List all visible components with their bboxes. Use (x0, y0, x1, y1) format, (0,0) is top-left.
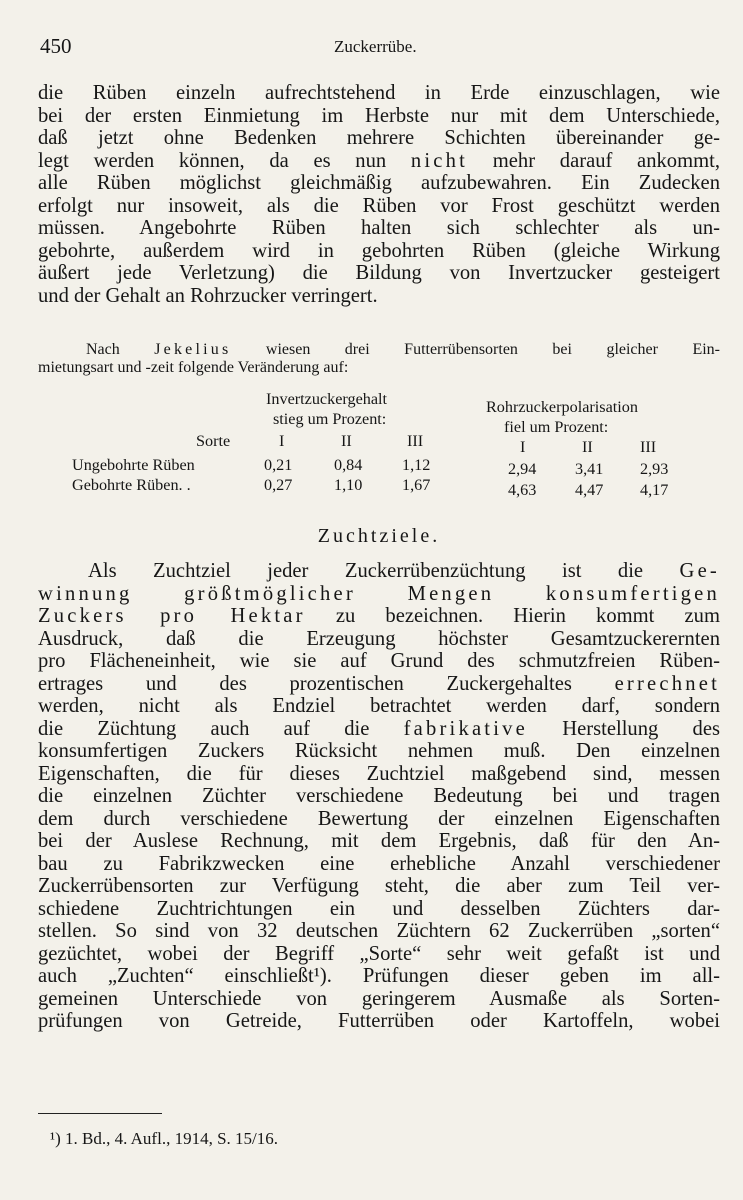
table-cell: 1,67 (402, 476, 431, 494)
table-cell: 4,63 (508, 481, 537, 499)
text-line: ertrages und des prozentischen Zuckergehaltes errechnet (38, 672, 720, 695)
text-line: die Züchtung auch auf die fabrikative Herstellung des (38, 717, 720, 740)
spaced-emphasis: winnung größtmöglicher Mengen konsumfertigen (38, 582, 720, 605)
page-number: 450 (40, 34, 72, 58)
footnote-divider (38, 1113, 162, 1114)
text-line: auch „Zuchten“ einschließt¹). Prüfungen dieser geben im all- (38, 965, 720, 987)
text-line: werden, nicht als Endziel betrachtet werden darf, sondern (38, 695, 720, 717)
table-column-header: III (640, 438, 657, 456)
table-column-header: III (407, 432, 424, 450)
text-line: daß jetzt ohne Bedenken mehrere Schichten übereinander ge- (38, 127, 720, 149)
text-line: pro Flächeneinheit, wie sie auf Grund des schmutzfreien Rüben- (38, 650, 720, 672)
table-column-header: I (520, 438, 526, 456)
text-line: konsumfertigen Zuckers Rücksicht nehmen muß. Den einzelnen (38, 740, 720, 762)
footnote: ¹) 1. Bd., 4. Aufl., 1914, S. 15/16. (50, 1129, 278, 1148)
table-group-header-invert: Invertzuckergehalt (266, 390, 388, 408)
table-cell: 2,93 (640, 460, 669, 478)
table-cell: 0,21 (264, 456, 293, 474)
book-page (38, 0, 720, 1200)
spaced-emphasis: Zuckers pro Hektar (38, 605, 306, 627)
text-line: Zuckers pro Hektar zu bezeichnen. Hierin kommt zum (38, 605, 720, 627)
text-line (38, 583, 720, 606)
spaced-emphasis: Jekelius (154, 341, 232, 358)
running-title: Zuckerrübe. (334, 37, 417, 56)
text-line: gemeinen Unterschiede von geringerem Ausmaße als Sorten- (38, 987, 720, 1010)
text-line: gebohrte, außerdem wird in gebohrten Rüben (gleiche Wirkung (38, 239, 720, 262)
text-line: die einzelnen Züchter verschiedene Bedeutung bei und tragen (38, 785, 720, 807)
paragraph-breeding-goals (38, 560, 720, 1033)
table-column-header: II (582, 438, 593, 456)
spaced-emphasis: errechnet (614, 672, 720, 695)
text-line: gezüchtet, wobei der Begriff „Sorte“ sehr weit gefaßt ist und (38, 942, 720, 965)
table-cell: 0,27 (264, 476, 293, 494)
table-column-header: II (341, 432, 352, 450)
table-row-label-header: Sorte (196, 432, 231, 450)
table-cell: 1,10 (334, 476, 363, 494)
text-line: Eigenschaften, die für dieses Zuchtziel maßgebend sind, messen (38, 762, 720, 785)
paragraph-jekelius (38, 341, 720, 376)
text-line: Zuckerrübensorten zur Verfügung steht, die aber zum Teil ver- (38, 875, 720, 897)
text-line: äußert jede Verletzung) die Bildung von Invertzucker gesteigert (38, 262, 720, 284)
paragraph-storage (38, 82, 720, 307)
table-cell: 2,94 (508, 460, 537, 478)
text-line: schiedene Zuchtrichtungen ein und desselben Züchters dar- (38, 897, 720, 920)
spaced-emphasis: Ge- (679, 560, 720, 582)
text-line: Ausdruck, daß die Erzeugung höchster Gesamtzuckerernten (38, 627, 720, 650)
text-line: und der Gehalt an Rohrzucker verringert. (38, 284, 378, 307)
table-cell: 4,17 (640, 481, 669, 499)
text-line: stellen. So sind von 32 deutschen Züchtern 62 Zuckerrüben „sorten“ (38, 920, 720, 942)
spaced-emphasis: fabrikative (403, 717, 528, 740)
text-line: erfolgt nur insoweit, als die Rüben vor Frost geschützt werden (38, 194, 720, 217)
text-line: alle Rüben möglichst gleichmäßig aufzubewahren. Ein Zudecken (38, 172, 720, 194)
text-line: mietungsart und -zeit folgende Veränderung auf: (38, 358, 349, 376)
text-line: müssen. Angebohrte Rüben halten sich schlechter als un- (38, 217, 720, 239)
table-cell: 0,84 (334, 456, 363, 474)
table-row-label: Ungebohrte Rüben (72, 456, 195, 474)
text-line: bau zu Fabrikzwecken eine erhebliche Anzahl verschiedener (38, 852, 720, 875)
spaced-emphasis: nicht (410, 149, 469, 172)
table-group-header-rohr-sub: fiel um Prozent: (504, 418, 609, 436)
data-table (38, 390, 720, 505)
text-line: bei der Auslese Rechnung, mit dem Ergebnis, daß für den An- (38, 830, 720, 852)
section-heading: Zuchtziele. (317, 525, 441, 547)
text-line: Nach Jekelius wiesen drei Futterrübensorten bei gleicher Ein- (86, 341, 720, 358)
text-line: legt werden können, da es nun nicht mehr darauf ankommt, (38, 149, 720, 172)
table-row-label: Gebohrte Rüben. . (72, 476, 191, 494)
text-line: die Rüben einzeln aufrechtstehend in Erde einzuschlagen, wie (38, 82, 720, 104)
table-group-header-rohr: Rohrzuckerpolarisation (486, 398, 638, 416)
text-line: bei der ersten Einmietung im Herbste nur mit dem Unterschiede, (38, 104, 720, 127)
text-line: Als Zuchtziel jeder Zuckerrübenzüchtung ist die Ge- (88, 560, 720, 582)
page-header (38, 34, 720, 60)
table-column-header: I (279, 432, 285, 450)
table-group-header-invert-sub: stieg um Prozent: (273, 410, 387, 428)
text-line: dem durch verschiedene Bewertung der einzelnen Eigenschaften (38, 807, 720, 830)
text-line: prüfungen von Getreide, Futterrüben oder Kartoffeln, wobei (38, 1010, 720, 1032)
table-cell: 4,47 (575, 481, 604, 499)
table-cell: 1,12 (402, 456, 431, 474)
table-cell: 3,41 (575, 460, 604, 478)
